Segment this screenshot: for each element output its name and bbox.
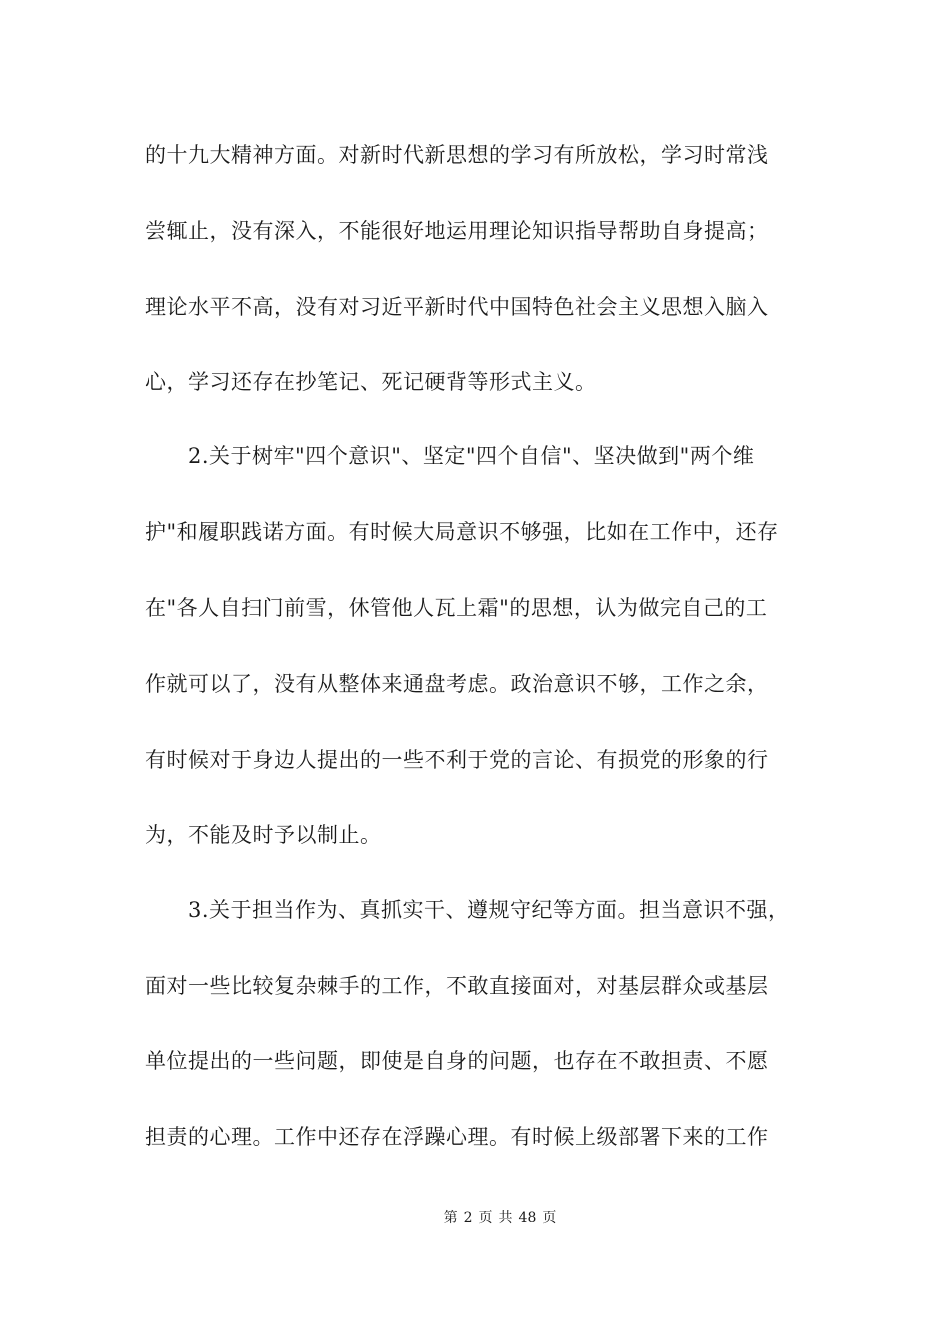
body-line-4: 心，学习还存在抄笔记、死记硬背等形式主义。 <box>145 370 597 394</box>
footer-total-pages: 48 <box>518 1210 537 1226</box>
body-line-5: 2.关于树牢"四个意识"、坚定"四个自信"、坚决做到"两个维 <box>188 444 755 468</box>
body-line-11: 3.关于担当作为、真抓实干、遵规守纪等方面。担当意识不强， <box>188 898 790 922</box>
body-line-2: 尝辄止，没有深入，不能很好地运用理论知识指导帮助自身提高； <box>145 219 769 243</box>
body-line-9: 有时候对于身边人提出的一些不利于党的言论、有损党的形象的行 <box>145 748 769 772</box>
body-line-14: 担责的心理。工作中还存在浮躁心理。有时候上级部署下来的工作 <box>145 1125 769 1149</box>
body-line-8: 作就可以了，没有从整体来通盘考虑。政治意识不够，工作之余， <box>145 672 769 696</box>
body-line-10: 为，不能及时予以制止。 <box>145 823 382 847</box>
body-line-13: 单位提出的一些问题，即使是自身的问题，也存在不敢担责、不愿 <box>145 1049 769 1073</box>
footer-prefix: 第 <box>443 1210 458 1226</box>
body-line-1: 的十九大精神方面。对新时代新思想的学习有所放松，学习时常浅 <box>145 143 769 167</box>
body-line-12: 面对一些比较复杂棘手的工作，不敢直接面对，对基层群众或基层 <box>145 974 769 998</box>
footer-suffix: 页 <box>542 1210 557 1226</box>
page-footer <box>0 1208 950 1228</box>
footer-page-word: 页 <box>478 1210 493 1226</box>
body-line-3: 理论水平不高，没有对习近平新时代中国特色社会主义思想入脑入 <box>145 295 769 319</box>
body-line-6: 护"和履职践诺方面。有时候大局意识不够强，比如在工作中，还存 <box>145 520 779 544</box>
body-line-7: 在"各人自扫门前雪，休管他人瓦上霜"的思想，认为做完自己的工 <box>145 596 768 620</box>
footer-total-word: 共 <box>498 1210 513 1226</box>
footer-page-number: 2 <box>463 1210 473 1226</box>
